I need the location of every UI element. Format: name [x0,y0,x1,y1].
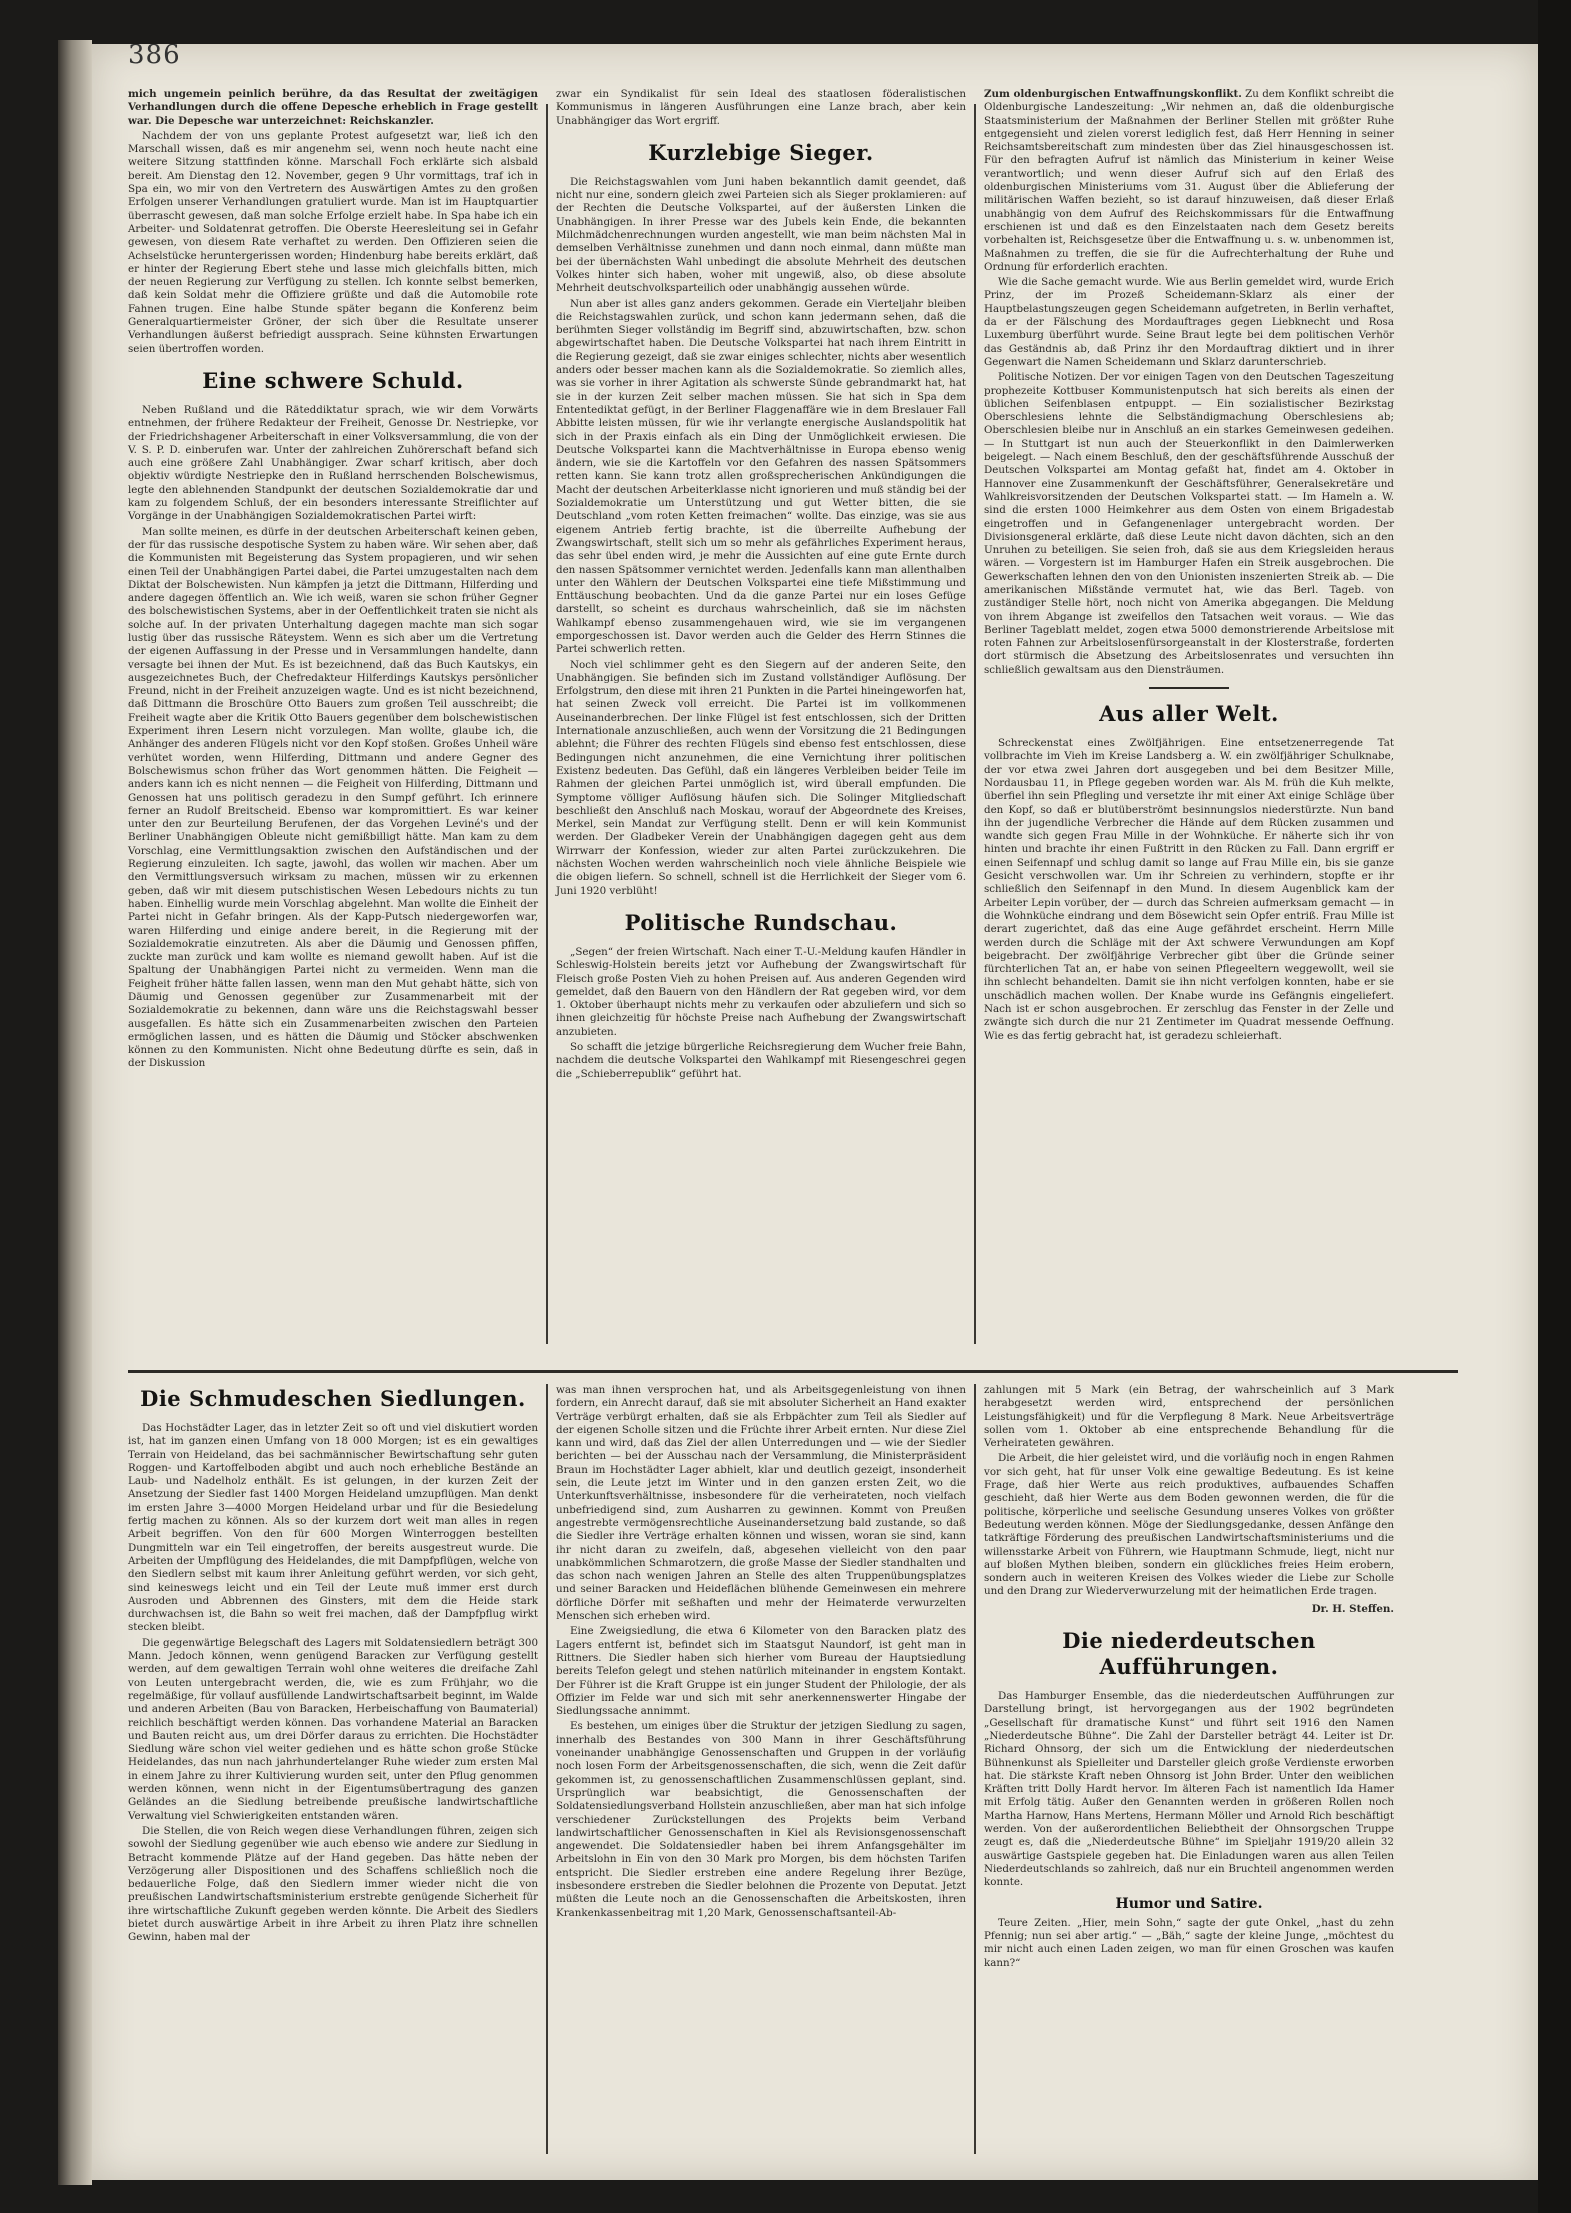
column-intro: mich ungemein peinlich berühre, da das Resultat der zweitägigen Verhandlungen durch die offene Depesche erheblich in Frage gestellt war. Die Depesche war unterzeichnet: Reichskanzler. [128,88,538,127]
paragraph: Nachdem der von uns geplante Protest aufgesetzt war, ließ ich den Marschall wissen, daß es mir angenehm sei, wenn noch heute nacht eine weitere Sitzung stattfinden könne. Marschall Foch erklärte sich alsbald bereit. Am Dienstag den 12. November, gegen 9 Uhr vormittags, traf ich in Spa ein, wo mir von den Vertretern des Auswärtigen Amtes zu den großen Erfolgen unserer Verhandlungen gratuliert wurde. Man ist im Hauptquartier überrascht gewesen, daß man solche Erfolge erzielt habe. In Spa habe ich ein Arbeiter- und Soldatenrat getroffen. Die Oberste Heeresleitung sei in Gefahr gewesen, von diesem Rate verhaftet zu werden. Den Offizieren seien die Achselstücke heruntergerissen worden; Hindenburg habe bereits erklärt, daß er hinter der Regierung Ebert stehe und lasse mich gleichfalls bitten, mich der neuen Regierung zur Verfügung zu stellen. Ich konnte selbst bemerken, daß kein Soldat mehr die Offiziere grüßte und daß die Automobile rote Fahnen trugen. Eine halbe Stunde später begann die Konferenz beim Generalquartiermeister Gröner, der sich über die Resultate unserer Verhandlungen äußerst befriedigt aussprach. Seine kühnsten Erwartungen seien übertroffen worden. [128,129,538,355]
article-heading: Kurzlebige Sieger. [648,139,874,165]
paragraph: Die Arbeit, die hier geleistet wird, und die vorläufig noch in engen Rahmen vor sich geht, hat für unser Volk eine gewaltige Bedeutung. Es ist keine Frage, daß hier Werte aus reich produktives, aufbauendes Schaffen geschieht, daß hier Werte aus dem Boden gewonnen werden, die für die politische, körperliche und seelische Gesundung unseres Volkes von größter Bedeutung werden können. Möge der Siedlungsgedanke, dessen Anfänge den tatkräftige Förderung des preußischen Landwirtschaftsministeriums und die willensstarke Arbeit von Führern, wie Hauptmann Schmude, liegt, nicht nur auf bloßen Mythen bleiben, sondern ein glückliches freies Heim erobern, sondern auch in weiteren Kreisen des Volkes wieder die Liebe zur Scholle und den Drang zur Wiederverwurzelung mit der heimatlichen Erde tragen. [984,1452,1394,1598]
page-edge [1538,0,1571,2213]
paragraph: was man ihnen versprochen hat, und als Arbeitsgegenleistung von ihnen fordern, ein Anrecht darauf, daß sie mit absoluter Sicherheit an Hand exakter Verträge verbürgt erhalten, daß sie als Erbpächter zum Teil als Siedler auf der eigenen Scholle sitzen und die Früchte ihrer Arbeit ernten. Nur diese Ziel kann und wird, daß das Ziel der allen Unterredungen und — wie der Siedler berichten — bei der Ausschau nach der Versammlung, die Ministerpräsident Braun im Hochstädter Lager abhielt, klar und deutlich gezeigt, insonderheit sein, die Leute jetzt im Winter und in den ganzen ersten Zeit, wo die Unterkunftsverhältnisse, insbesondere für die verheirateten, noch vielfach unbefriedigend sind, zum Ausharren zu gewinnen. Kommt von Preußen angestrebte vermögensrechtliche Auseinandersetzung bald zustande, so daß die Siedler ihre Verträge erhalten können und wissen, woran sie sind, kann ihr nicht daran zu zweifeln, daß, abgesehen vielleicht von den paar unabkömmlichen Schmarotzern, die große Masse der Siedler standhalten und das schon nach wenigen Jahren an Stelle des alten Truppenübungsplatzes und seiner Baracken und Heideflächen blühende Gemeinwesen ein mehrere dörfliche Dörfer mit seßhaften und mehr der Heimaterde verwurzelten Menschen sich erheben wird. [556,1384,966,1623]
paragraph: Die Reichstagswahlen vom Juni haben bekanntlich damit geendet, daß nicht nur eine, sondern gleich zwei Parteien sich als Sieger proklamieren: auf der Rechten die Deutsche Volkspartei, auf der äußersten Linken die Unabhängigen. In ihrer Presse war des Jubels kein Ende, die bekannten Milchmädchenrechnungen wurden angestellt, wie man beim nächsten Mal in demselben Verhältnisse zunehmen und dann noch einmal, dann müßte man bei der übernächsten Wahl unbedingt die absolute Mehrheit des deutschen Volkes hinter sich haben, woher mit ungewiß, also, ob diese absolute Mehrheit deutschvolksparteilich oder unabhängig aussehen würde. [556,175,966,295]
paragraph: Teure Zeiten. „Hier, mein Sohn,“ sagte der gute Onkel, „hast du zehn Pfennig; nun sei aber artig.“ — „Bäh,“ sagte der kleine Junge, „möchtest du mir nicht auch einen Laden zeigen, wo man für einen Groschen was kaufen kann?“ [984,1916,1394,1969]
column-divider [974,104,976,1344]
paragraph: Zu dem Konflikt schreibt die Oldenburgische Landeszeitung: „Wir nehmen an, daß die oldenburgische Staatsministerium der Maßnahmen der Berliner Stellen mit größter Ruhe entgegensieht und zielen vorerst lediglich fest, daß Herr Henning in seiner Reichsamtsbereitschaft zum mindesten über das Ziel hinausgeschossen ist. Für den befragten Aufruf ist nämlich das Ministerium in keiner Weise verantwortlich; und wenn dieser Aufruf sich auf den Erlaß des oldenburgischen Ministeriums vom 31. August über die Ablieferung der militärischen Waffen bezieht, so ist darauf hinzuweisen, daß dieser Erlaß unabhängig von dem Aufruf des Reichskommissars für die Entwaffnung erschienen ist und daß es den Einzelstaaten nach dem Gesetz bereits vorbehalten ist, Reichsgesetze über die Entwaffnung u. s. w. unbenommen ist, Maßnahmen zu treffen, die sie für die Aufrechterhaltung der Ruhe und Ordnung für erforderlich erachten. [984,88,1394,273]
page-number: 386 [128,44,181,70]
column-divider [546,104,548,1344]
bottom-column-1 [128,1384,538,1947]
bottom-column-2 [556,1384,966,1922]
paragraph: Das Hochstädter Lager, das in letzter Zeit so oft und viel diskutiert worden ist, hat im ganzen einen Umfang von 18 000 Morgen; ist es ein gewaltiges Terrain von Heideland, das bei sachmännischer Bewirtschaftung sehr guten Roggen- und Kartoffelboden abgibt und auch noch erhebliche Bestände an Laub- und Nadelholz enthält. Es ist gelungen, in der kurzen Zeit der Ansetzung der Siedler fast 1400 Morgen Heideland umzupflügen. Man denkt im ersten Jahre 3—4000 Morgen Heideland urbar und für die Besiedelung fertig machen zu können. Als so der kurzem dort weit man alles in regen Arbeit begriffen. Von den für 600 Morgen Winterroggen bestellten Dungmitteln war ein Teil eingetroffen, der bereits ausgestreut wurde. Die Arbeiten der Umpflügung des Heidelandes, die mit Dampfpflügen, welche von den Siedlern selbst mit kaum ihrer Anleitung geführt werden, vor sich geht, sind keineswegs leicht und ein Teil der Leute muß immer erst durch Ausroden und Abbrennen des Ginsters, mit dem die Heide stark durchwachsen ist, die Bahn so weit frei machen, daß der Dampfpflug wirkt stecken bleibt. [128,1422,538,1634]
paragraph: Das Hamburger Ensemble, das die niederdeutschen Aufführungen zur Darstellung bringt, ist hervorgegangen aus der 1902 begründeten „Gesellschaft für dramatische Kunst“ und führt seit 1916 den Namen „Niederdeutsche Bühne“. Die Zahl der Darsteller beträgt 44. Leiter ist Dr. Richard Ohnsorg, der sich um die Entwicklung der niederdeutschen Bühnenkunst als Spielleiter und Darsteller gleich große Verdienste erworben hat. Die stärkste Kraft neben Ohnsorg ist John Brder. Unter den weiblichen Kräften tritt Dolly Hardt hervor. Im älteren Fach ist namentlich Ida Hamer mit Erfolg tätig. Außer den Genannten werden in größeren Rollen noch Martha Harnow, Hans Mertens, Hermann Möller und Arnold Rich beschäftigt werden. Von der außerordentlichen Beliebtheit der Ohnsorgschen Truppe zeugt es, daß die „Niederdeutsche Bühne“ im Spieljahr 1919/20 allein 32 auswärtige Gastspiele gegeben hat. Die Einladungen waren aus allen Teilen Niederdeutschlands so zahlreich, daß nur ein Bruchteil angenommen werden konnte. [984,1690,1394,1889]
author-signature: Dr. H. Steffen. [1311,1602,1394,1615]
paragraph: Schreckenstat eines Zwölfjährigen. Eine entsetzenerregende Tat vollbrachte im Vieh im Kreise Landsberg a. W. ein zwölfjähriger Schulknabe, der vor etwa zwei Jahren dort ausgegeben und bei dem Besitzer Mille, Nordausbau 11, in Pflege gegeben worden war. Als M. früh die Kuh melkte, überfiel ihn sein Pflegling und versetzte ihr mit einer Axt einige Schläge über den Kopf, so daß er blutüberströmt besinnungslos niederstürzte. Nun band ihn der jugendliche Verbrecher die Hände auf dem Rücken zusammen und wandte sich gegen Frau Mille in der Wohnküche. Er näherte sich ihr von hinten und brachte ihr einen Fußtritt in den Rücken zu Fall. Dann ergriff er einen Seifennapf und schlug damit so lange auf Frau Mille ein, bis sie ganze Gesicht verschwollen war. Um ihr Schreien zu verhindern, stopfte er ihr schließlich den Seifennapf in den Mund. In diesem Augenblick kam der Arbeiter Lepin vorüber, der — durch das Schreien aufmerksam gemacht — in die Wohnküche eindrang und dem Bösewicht sein Opfer entriß. Frau Mille ist derart zugerichtet, daß das eine Auge gefährdet erscheint. Herrn Mille werden durch die Schläge mit der Axt schwere Verwundungen am Kopf beigebracht. Der zwölfjährige Verbrecher gibt über die Gründe seiner fürchterlichen Tat an, er habe von seinen Pflegeeltern weggewollt, weil sie ihn schlecht behandelten. Damit sie ihn nicht verfolgen konnten, habe er sie unschädlich machen wollen. Der Knabe wurde ins Gefängnis eingeliefert. Nach ist er schon ausgebrochen. Er zerschlug das Fenster in der Zelle und zwängte sich durch die nur 21 Zentimeter im Quadrat messende Oeffnung. Wie es das fertig gebracht hat, ist geradezu schleierhaft. [984,737,1394,1042]
paragraph: Wie die Sache gemacht wurde. Wie aus Berlin gemeldet wird, wurde Erich Prinz, der im Prozeß Scheidemann-Sklarz als einer der Hauptbelastungszeugen gegen Scheidemann aufgetreten, in Berlin verhaftet, da er der Fälschung des Mordauftrages gegen Liebknecht und Rosa Luxemburg überführt wurde. Seine Braut legte bei dem politischen Verhör das Geständnis ab, daß Prinz ihr den Mordauftrag diktiert und in ihrer Gegenwart die Namen Scheidemann und Sklarz darunterschrieb. [984,276,1394,368]
top-column-3 [984,88,1394,1045]
column-divider [546,1384,548,2154]
paragraph: Es bestehen, um einiges über die Struktur der jetzigen Siedlung zu sagen, innerhalb des Bestandes von 300 Mann in ihrer Geschäftsführung voneinander unabhängige Genossenschaften und Gruppen in der vorläufig noch losen Form der Arbeitsgenossenschaften, die sich, wenn die Zeit dafür gekommen ist, zu genossenschaftlichen Zusammenschlüssen geplant, sind. Ursprünglich war beabsichtigt, die Genossenschaften der Soldatensiedlungsverband Hollstein anzuschließen, aber man hat sich infolge verschiedener Zurückstellungen des Projekts beim Verband landwirtschaftlicher Genossenschaften in Kiel als Revisionsgenossenschaft angewendet. Die Soldatensiedler haben bei ihrem Anfangsgehälter im Arbeitslohn in Ein von den 30 Mark pro Morgen, bis dem höchsten Tarifen entspricht. Die Siedler erstreben eine andere Regelung ihrer Bezüge, insbesondere erstreben die Siedler belohnen die Prozente von Deputat. Jetzt müßten die Leute noch an die Genossenschaften die Arbeitskosten, ihren Krankenkassenbeitrag mit 1,20 Mark, Genossenschaftsanteil-Ab- [556,1720,966,1919]
section-divider [128,1370,1458,1373]
article-heading: Die Schmudeschen Siedlungen. [140,1386,526,1411]
column-divider [974,1384,976,2154]
paragraph: Neben Rußland und die Räteddiktatur sprach, wie wir dem Vorwärts entnehmen, der frühere Redakteur der Freiheit, Genosse Dr. Nestriepke, vor der Friedrichshagener Arbeiterschaft in einer Volksversammlung, die von der V. S. P. D. einberufen war. Unter der zahlreichen Zuhörerschaft befand sich auch eine größere Zahl Unabhängiger. Zwar scharf kritisch, aber doch objektiv würdigte Nestriepke den in Rußland herrschenden Bolschewismus, legte den ablehnenden Standpunkt der deutschen Sozialdemokratie dar und kam zu folgendem Schluß, der ein besonders interessante Streiflichter auf Vorgänge in der Unabhängigen Sozialdemokratischen Partei wirft: [128,403,538,523]
paragraph: Eine Zweigsiedlung, die etwa 6 Kilometer von den Baracken platz des Lagers entfernt ist, befindet sich im Staatsgut Naundorf, ist geht man in Rittners. Die Siedler haben sich hierher vom Bureau der Hauptsiedlung bereits Telefon gelegt und stehen natürlich miteinander in engstem Kontakt. Der Führer ist die Kraft Gruppe ist ein junger Student der Philologie, der als Offizier im Felde war und sich mit sehr anerkennenswerter Hingabe der Siedlungssache annimmt. [556,1625,966,1718]
article-heading: Eine schwere Schuld. [202,367,464,393]
paragraph: So schafft die jetzige bürgerliche Reichsregierung dem Wucher freie Bahn, nachdem die deutsche Volkspartei den Wahlkampf mit Riesengeschrei gegen die „Schieberrepublik“ geführt hat. [556,1041,966,1080]
newspaper-page [92,44,1538,2180]
paragraph: Politische Notizen. Der vor einigen Tagen von den Deutschen Tageszeitung prophezeite Kottbuser Kommunistenputsch hat sich bereits als einen der üblichen Seifenblasen entpuppt. — Ein sozialistischer Bezirkstag Oberschlesiens lehnte die Selbständigmachung Oberschlesiens ab; Oberschlesien bleibe nur in Anschluß an ein starkes Gemeinwesen gedeihen. — In Stuttgart ist nun auch der Steuerkonflikt in den Daimlerwerken beigelegt. — Nach einem Beschluß, den der geschäftsführende Ausschuß der Deutschen Volkspartei am Montag gefaßt hat, findet am 4. Oktober in Hannover eine Zusammenkunft der Geschäftsführer, Generalsekretäre und Wahlkreisvorsitzenden der Deutschen Volkspartei statt. — Im Hameln a. W. sind die ersten 1000 Heimkehrer aus dem Osten von einem Brigadestab eingetroffen und in Gefangenenlager untergebracht worden. Der Divisionsgeneral erklärte, daß diese Leute nicht davon dächten, sich an den Unruhen zu beteiligen. Sie seien froh, daß sie aus dem Kriegsleiden heraus wären. — Vorgestern ist im Hamburger Hafen ein Streik ausgebrochen. Die Gewerkschaften lehnen den von den Unionisten inszenierten Streik ab. — Die amerikanischen Mißstände vermutet hat, wie das Berl. Tageb. von zuständiger Stelle hört, noch nicht von Amerika abgegangen. Die Meldung von ihrem Abgange ist zweifellos den Tatsachen weit voraus. — Wie das Berliner Tageblatt meldet, zogen etwa 5000 demonstrierende Arbeitslose mit roten Fahnen zur Arbeitslosenfürsorgeanstalt in der Klosterstraße, forderten dort stürmisch die Absetzung des Arbeitslosenrates und versuchten ihn schließlich gewaltsam aus den Diensträumen. [984,371,1394,676]
article-heading: Die niederdeutschen Aufführungen. [1062,1628,1316,1680]
paragraph: Die gegenwärtige Belegschaft des Lagers mit Soldatensiedlern beträgt 300 Mann. Jedoch können, wenn genügend Baracken zur Verfügung gestellt werden, auf dem gewaltigen Terrain wohl ohne weiteres die dreifache Zahl von Leuten untergebracht werden, die, wie es zum Frühjahr, wo die regelmäßige, für vollauf ausfüllende Landwirtschaftsarbeit beginnt, im Walde und anderen Arbeiten (Bau von Baracken, Herbeischaffung von Baumaterial) reichlich beschäftigt werden können. Das vorhandene Material an Baracken und Bauten reicht aus, um drei Dörfer daraus zu errichten. Die Hochstädter Siedlung wäre schon viel weiter gediehen und es hätte schon große Stücke Heidelandes, das nun nach jahrhundertelanger Ruhe wieder zum ersten Mal in einem Jahre zu ihrer Kultivierung wurden seit, unter den Pflug genommen werden können, wenn nicht in der Eigentumsübertragung des ganzen Geländes an die Siedlung betreibende preußische landwirtschaftliche Verwaltung viel Schwierigkeiten entstanden wären. [128,1636,538,1822]
paragraph: Noch viel schlimmer geht es den Siegern auf der anderen Seite, den Unabhängigen. Sie befinden sich im Zustand vollständiger Auflösung. Der Erfolgstrum, den diese mit ihren 21 Punkten in die Partei hineingeworfen hat, hat seinen Zweck voll erreicht. Die Partei ist im vollkommenen Auseinanderbrechen. Der linke Flügel ist fest entschlossen, sich der Dritten Internationale anzuschließen, auch wenn der Vorsitzung die 21 Bedingungen ablehnt; die Führer des rechten Flügels sind ebenso fest entschlossen, diese Bedingungen nicht anzunehmen, die eine Vernichtung ihrer politischen Existenz bedeuten. Das Gefühl, daß ein längeres Verbleiben beider Teile im Rahmen der gleichen Partei unmöglich ist, wird überall empfunden. Die Symptome völliger Auflösung häufen sich. Die Solinger Mitgliedschaft beschließt den Anschluß nach Moskau, worauf der Abgeordnete des Kreises, Merkel, sein Mandat zur Verfügung stellt. Denn er will kein Kommunist werden. Der Gladbeker Verein der Unabhängigen dagegen geht aus dem Wirrwarr der Konfession, wieder zur alten Partei zurückzukehren. Die nächsten Wochen werden wahrscheinlich noch viele ähnliche Beispiele wie die obigen liefern. So schnell, schnell ist die Herrlichkeit der Sieger vom 6. Juni 1920 verblüht! [556,658,966,897]
book-spine [58,40,92,2185]
paragraph: Die Stellen, die von Reich wegen diese Verhandlungen führen, zeigen sich sowohl der Siedlung gegenüber wie auch ebenso wie andere zur Siedlung in Betracht kommende Plätze auf der Hand gegeben. Das hätte neben der Verzögerung aller Dispositionen und des Schaffens schließlich noch die bedauerliche Folge, daß den Siedlern immer wieder nicht die von preußischen Landwirtschaftsministerium erstrebte genügende Sicherheit für ihre wirtschaftliche Zukunft gegeben werden könnte. Die Arbeit des Siedlers bietet durch auswärtige Arbeit in ihre Arbeit zu ihren Platz ihre schnellen Gewinn, haben mal der [128,1824,538,1944]
article-heading: Aus aller Welt. [1099,701,1279,727]
paragraph: zahlungen mit 5 Mark (ein Betrag, der wahrscheinlich auf 3 Mark herabgesetzt werden wird, entsprechend der persönlichen Leistungsfähigkeit) und für die Verpflegung 8 Mark. Neue Arbeitsverträge sollen vom 1. Oktober ab eine entsprechende Behandlung für die Verheirateten gewähren. [984,1384,1394,1450]
bottom-column-3 [984,1384,1394,1972]
article-heading: Politische Rundschau. [624,909,898,935]
paragraph: Nun aber ist alles ganz anders gekommen. Gerade ein Vierteljahr bleiben die Reichstagswahlen zurück, und schon kann jedermann sehen, daß die berühmten Sieger vollständig im Begriff sind, abzuwirtschaften, bzw. schon abgewirtschaftet haben. Die Deutsche Volkspartei hat nach ihrem Eintritt in die Regierung gezeigt, daß sie zwar einiges schlechter, nichts aber wesentlich anders oder besser machen kann als die Sozialdemokratie. So ziemlich alles, was sie vorher in ihrer Agitation als schwerste Sünde gebrandmarkt hat, hat sie in der kurzen Zeit selber machen müssen. Sie hat sich in Spa dem Ententediktat gefügt, in der Berliner Flaggenaffäre wie in dem Breslauer Fall Abbitte leisten müssen, für wie ihr verlangte energische Auslandspolitik hat sich in der Praxis einfach als ein Ding der Unmöglichkeit erwiesen. Die Deutsche Volkspartei kann die Machtverhältnisse in Europa ebenso wenig ändern, wie sie die Kartoffeln vor den Gefahren des nassen Spätsommers retten kann. Sie kann trotz allen großsprecherischen Ankündigungen die Macht der deutschen Arbeiterklasse nicht ignorieren und muß ständig bei der Sozialdemokratie um Unterstützung und gut Wetter bitten, die sie Deutschland „vom roten Ketten freimachen“ wollte. Das einzige, was sie aus eigenem Antrieb fertig brachte, ist die überreilte Aufhebung der Zwangswirtschaft, stellt sich um so mehr als gefährliches Experiment heraus, das sehr übel enden wird, je mehr die Aussichten auf eine gute Ernte durch den nassen Spätsommer vernichtet werden. Jedenfalls kann man allenthalben unter den Wählern der Deutschen Volkspartei eine tiefe Mißstimmung und Enttäuschung beobachten. Und da die ganze Partei nur ein loses Gefüge darstellt, so scheint es durchaus wahrscheinlich, daß sie im nächsten Wahlkampf ebenso zusammengehauen wird, wie sie im vergangenen emporgeschossen ist. Davor werden auch die Gelder des Herrn Stinnes die Partei schwerlich retten. [556,297,966,656]
top-column-2 [556,88,966,1083]
section-title: Zum oldenburgischen Entwaffnungskonflikt. [984,88,1242,100]
column-intro: zwar ein Syndikalist für sein Ideal des staatlosen föderalistischen Kommunismus in längeren Ausführungen eine Lanze brach, aber kein Unabhängiger das Wort ergriff. [556,88,966,127]
paragraph: „Segen“ der freien Wirtschaft. Nach einer T.-U.-Meldung kaufen Händler in Schleswig-Holstein bereits jetzt vor Aufhebung der Zwangswirtschaft für Fleisch große Posten Vieh zu hohen Preisen auf. Aus anderen Gegenden wird gemeldet, daß den Bauern von den Händlern der Rat gegeben wird, vor dem 1. Oktober überhaupt nichts mehr zu verkaufen oder abzuliefern und sich so ihnen gleichzeitig für höchste Preise nach Aufhebung der Zwangswirtschaft anzubieten. [556,945,966,1038]
paragraph: Man sollte meinen, es dürfe in der deutschen Arbeiterschaft keinen geben, der für das russische despotische System zu haben wäre. Wir sehen aber, daß die Kommunisten mit Begeisterung das System propagieren, und wir sehen einen Teil der Unabhängigen Partei dabei, die Partei umzugestalten nach dem Diktat der Bolschewisten. Nun kämpfen ja jetzt die Dittmann, Hilferding und andere dagegen öffentlich an. Wie ich weiß, waren sie schon früher Gegner des bolschewistischen Systems, aber in der Oeffentlichkeit traten sie nicht als solche auf. In der privaten Unterhaltung dagegen machte man sich sogar lustig über das russische Räteystem. Wenn es sich aber um die Vertretung der eigenen Auffassung in der Presse und in Versammlungen handelte, dann versagte bei ihnen der Mut. Es ist bezeichnend, daß das Buch Kautskys, ein ausgezeichnetes Buch, der Chefredakteur Hilferdings Kautskys persönlicher Freund, nicht in der Freiheit anzuzeigen wagte. Und es ist nicht bezeichnend, daß Dittmann die Broschüre Otto Bauers zum großen Teil ausschreibt; die Freiheit wagte aber die Kritik Otto Bauers gegenüber dem bolschewistischen Experiment ihren Lesern nicht vorzulegen. Man wollte, glaube ich, die Anhänger des anderen Flügels nicht vor den Kopf stoßen. Großes Unheil wäre verhütet worden, wenn Hilferding, Dittmann und andere Gegner des Bolschewismus schon früher das Wort genommen hätten. Die Feigheit — anders kann ich es nicht nennen — die Feigheit von Hilferding, Dittmann und Genossen hat uns politisch geradezu in den Sumpf geführt. Ich erinnere ferner an Rudolf Breitscheid. Ebenso war kompromittiert. Es war keiner unter den zur Beurteilung Berufenen, der das Vorgehen Leviné's und der Berliner Unabhängigen Obleute nicht gemißbilligt hätte. Man kam zu dem Vorschlag, eine Vermittlungsaktion zwischen den Aufständischen und der Regierung einzuleiten. Ich sagte, jawohl, das wollen wir machen. Aber um den Vermittlungsversuch wirksam zu machen, müssen wir zu erkennen geben, daß wir mit diesem putschistischen Wesen Lebedours nichts zu tun haben. Einhellig wurde mein Vorschlag abgelehnt. Man wollte die Einheit der Partei nicht in Gefahr bringen. Als der Kapp-Putsch niedergeworfen war, waren Hilferding und einige andere bereit, in die Regierung mit der Sozialdemokratie einzutreten. Als aber die Däumig und Genossen pfiffen, zuckte man zurück und kam wollte es niemand gewollt haben. Auf ist die Spaltung der Unabhängigen Partei nicht zu vermeiden. Wenn man die Feigheit früher hätte fallen lassen, wenn man den Mut gehabt hätte, sich von Däumig und Genossen gegenüber zur Zusammenarbeit mit der Sozialdemokratie zu bekennen, dann wäre uns die Reichstagswahl besser ausgefallen. Es hätte sich ein Zusammenarbeiten zwischen den Parteien ermöglichen lassen, und es hätten die Däumig und Stöcker abschwenken können zu den Kommunisten. Nicht ohne Bedeutung dürfte es sein, daß in der Diskussion [128,525,538,1070]
top-column-1 [128,88,538,1073]
section-heading: Humor und Satire. [1115,1895,1263,1912]
separator [1149,687,1229,689]
